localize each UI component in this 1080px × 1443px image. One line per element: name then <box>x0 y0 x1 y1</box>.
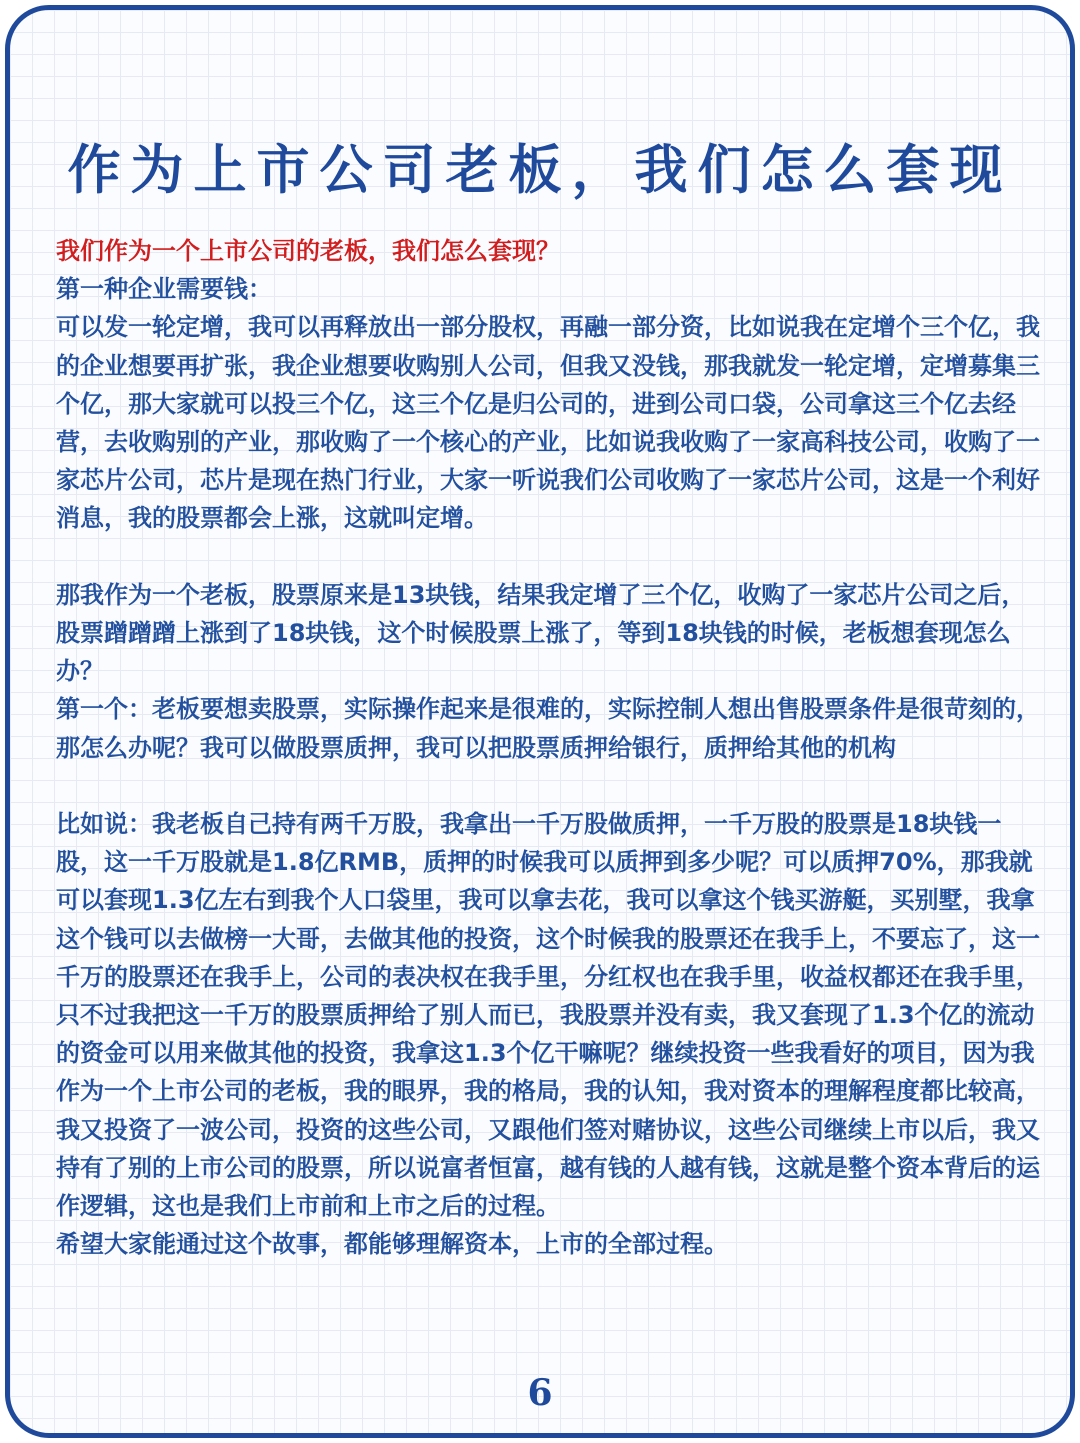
question-line: 我们作为一个上市公司的老板，我们怎么套现？ <box>56 237 560 265</box>
paragraph-example: 比如说：我老板自己持有两千万股，我拿出一千万股做质押，一千万股的股票是18块钱一股，这一千万股就是1.8亿RMB，质押的时候我可以质押到多少呢？可以质押70%，那我就可以套现1.3亿左右到我个人口袋里，我可以拿去花，我可以拿这个钱买游艇，买别墅，我拿这个钱可以去做榜一大哥，去做其他的投资，这个时候我的股票还在我手上，不要忘了，这一千万的股票还在我手上，公司的表决权在我手里，分红权也在我手里，收益权都还在我手里，只不过我把这一千万的股票质押给了别人而已，我股票并没有卖，我又套现了1.3个亿的流动的资金可以用来做其他的投资，我拿这1.3个亿干嘛呢？继续投资一些我看好的项目，因为我作为一个上市公司的老板，我的眼界，我的格局，我的认知，我对资本的理解程度都比较高，我又投资了一波公司，投资的这些公司，又跟他们签对赌协议，这些公司继续上市以后，我又持有了别的上市公司的股票，所以说富者恒富，越有钱的人越有钱，这就是整个资本背后的运作逻辑，这也是我们上市前和上市之后的过程。 <box>56 810 1040 1221</box>
paragraph-stock-pledge: 第一个：老板要想卖股票，实际操作起来是很难的，实际控制人想出售股票条件是很苛刻的，那怎么办呢？我可以做股票质押，我可以把股票质押给银行，质押给其他的机构 <box>56 695 1040 762</box>
paragraph-private-placement: 可以发一轮定增，我可以再释放出一部分股权，再融一部分资，比如说我在定增个三个亿，我的企业想要再扩张，我企业想要收购别人公司，但我又没钱，那我就发一轮定增，定增募集三个亿，那大家就可以投三个亿，这三个亿是归公司的，进到公司口袋，公司拿这三个亿去经营，去收购别的产业，那收购了一个核心的产业，比如说我收购了一家高科技公司，收购了一家芯片公司，芯片是现在热门行业，大家一听说我们公司收购了一家芯片公司，这是一个利好消息，我的股票都会上涨，这就叫定增。 <box>56 313 1040 533</box>
article-body <box>56 232 1046 1263</box>
page-number: 6 <box>527 1372 553 1414</box>
page-frame <box>5 5 1075 1438</box>
section-heading: 第一种企业需要钱： <box>56 275 272 304</box>
paragraph-stock-rise: 那我作为一个老板，股票原来是13块钱，结果我定增了三个亿，收购了一家芯片公司之后，股票蹭蹭蹭上涨到了18块钱，这个时候股票上涨了，等到18块钱的时候，老板想套现怎么办？ <box>56 580 1026 686</box>
paragraph-spacer <box>56 767 1046 805</box>
closing-line: 希望大家能通过这个故事，都能够理解资本，上市的全部过程。 <box>56 1230 728 1259</box>
paragraph-spacer <box>56 538 1046 576</box>
page-title: 作为上市公司老板，我们怎么套现 <box>67 140 1013 201</box>
